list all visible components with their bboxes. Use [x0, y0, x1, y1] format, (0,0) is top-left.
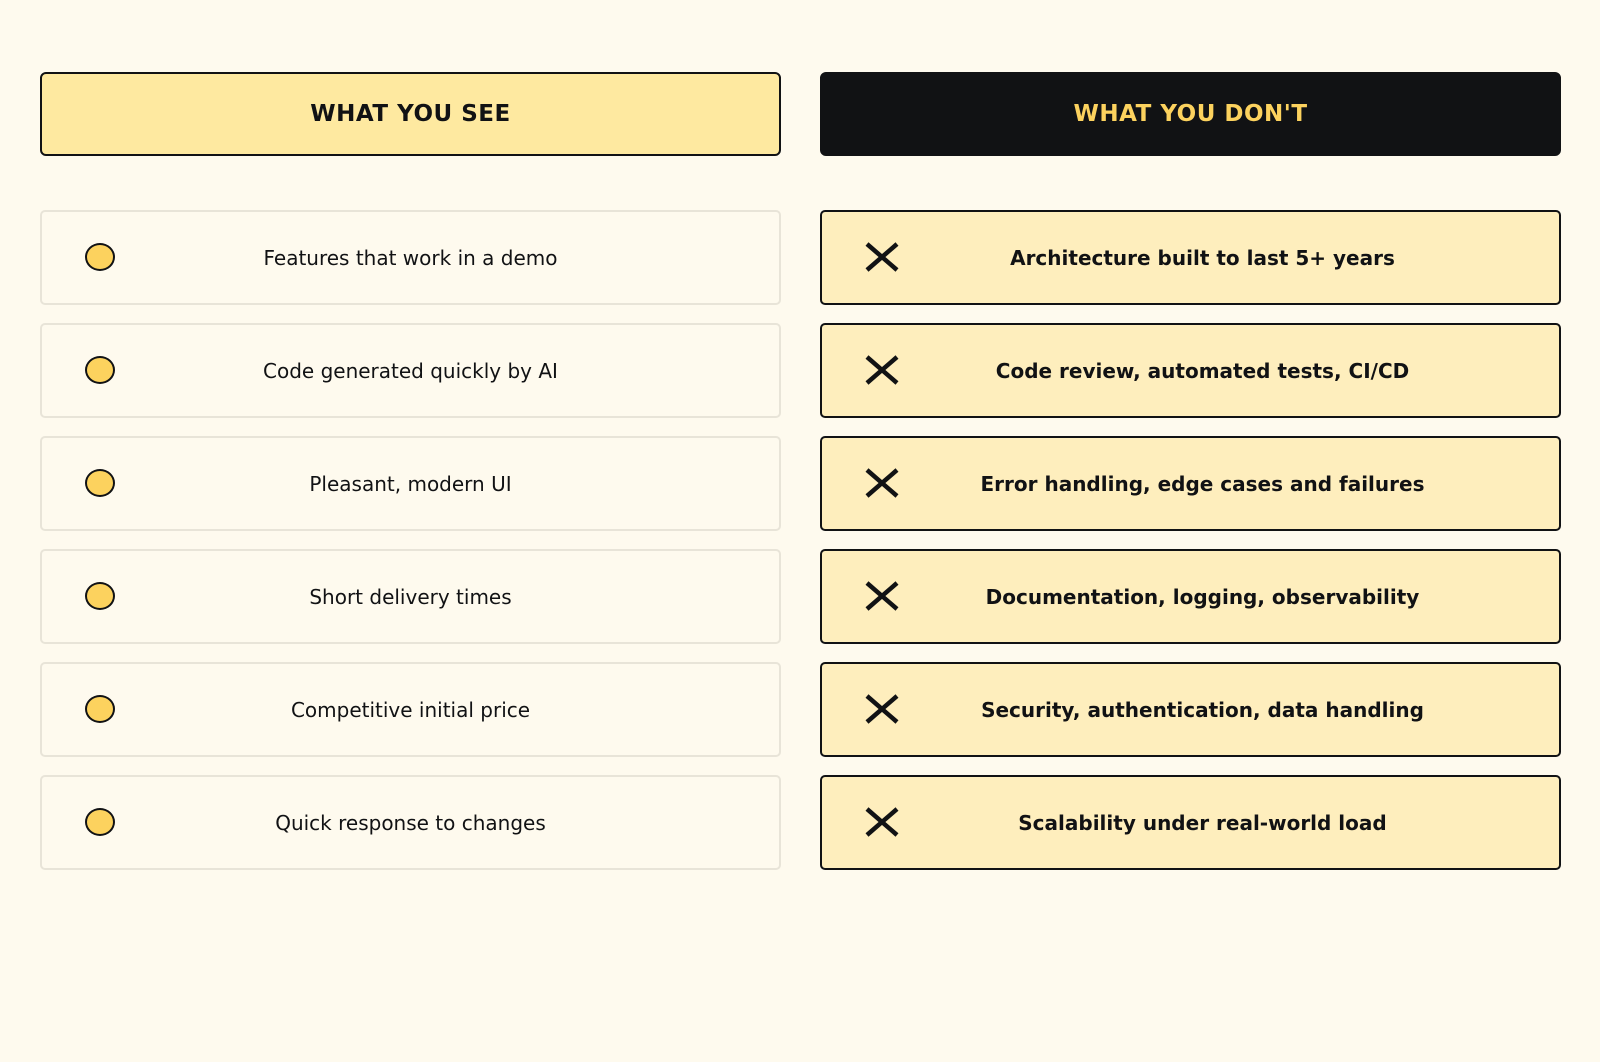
hidden-item-row: [820, 436, 1561, 531]
visible-item-label: Code generated quickly by AI: [263, 359, 558, 383]
what-you-see-title: WHAT YOU SEE: [310, 101, 511, 127]
visible-item-row: [40, 210, 781, 305]
hidden-item-row: [820, 775, 1561, 870]
what-you-dont-header: [820, 72, 1561, 156]
hidden-item-label: Architecture built to last 5+ years: [1010, 246, 1395, 270]
hidden-item-label: Code review, automated tests, CI/CD: [995, 359, 1410, 383]
visible-item-label: Short delivery times: [309, 585, 512, 609]
visible-item-label: Quick response to changes: [275, 811, 546, 835]
visible-item-label: Competitive initial price: [290, 698, 531, 722]
visible-item-row: [40, 549, 781, 644]
hidden-item-row: [820, 323, 1561, 418]
what-you-dont-title: WHAT YOU DON'T: [1073, 101, 1308, 127]
visible-item-row: [40, 775, 781, 870]
visible-item-label: Features that work in a demo: [263, 246, 558, 270]
visible-item-row: [40, 323, 781, 418]
hidden-item-row: [820, 549, 1561, 644]
visible-item-label: Pleasant, modern UI: [309, 472, 512, 496]
what-you-see-header: [40, 72, 781, 156]
hidden-item-label: Documentation, logging, observability: [985, 585, 1420, 609]
hidden-item-label: Scalability under real-world load: [1018, 811, 1387, 835]
hidden-item-row: [820, 662, 1561, 757]
hidden-item-label: Error handling, edge cases and failures: [980, 472, 1425, 496]
hidden-item-row: [820, 210, 1561, 305]
visible-item-row: [40, 662, 781, 757]
visible-item-row: [40, 436, 781, 531]
hidden-item-label: Security, authentication, data handling: [981, 698, 1424, 722]
